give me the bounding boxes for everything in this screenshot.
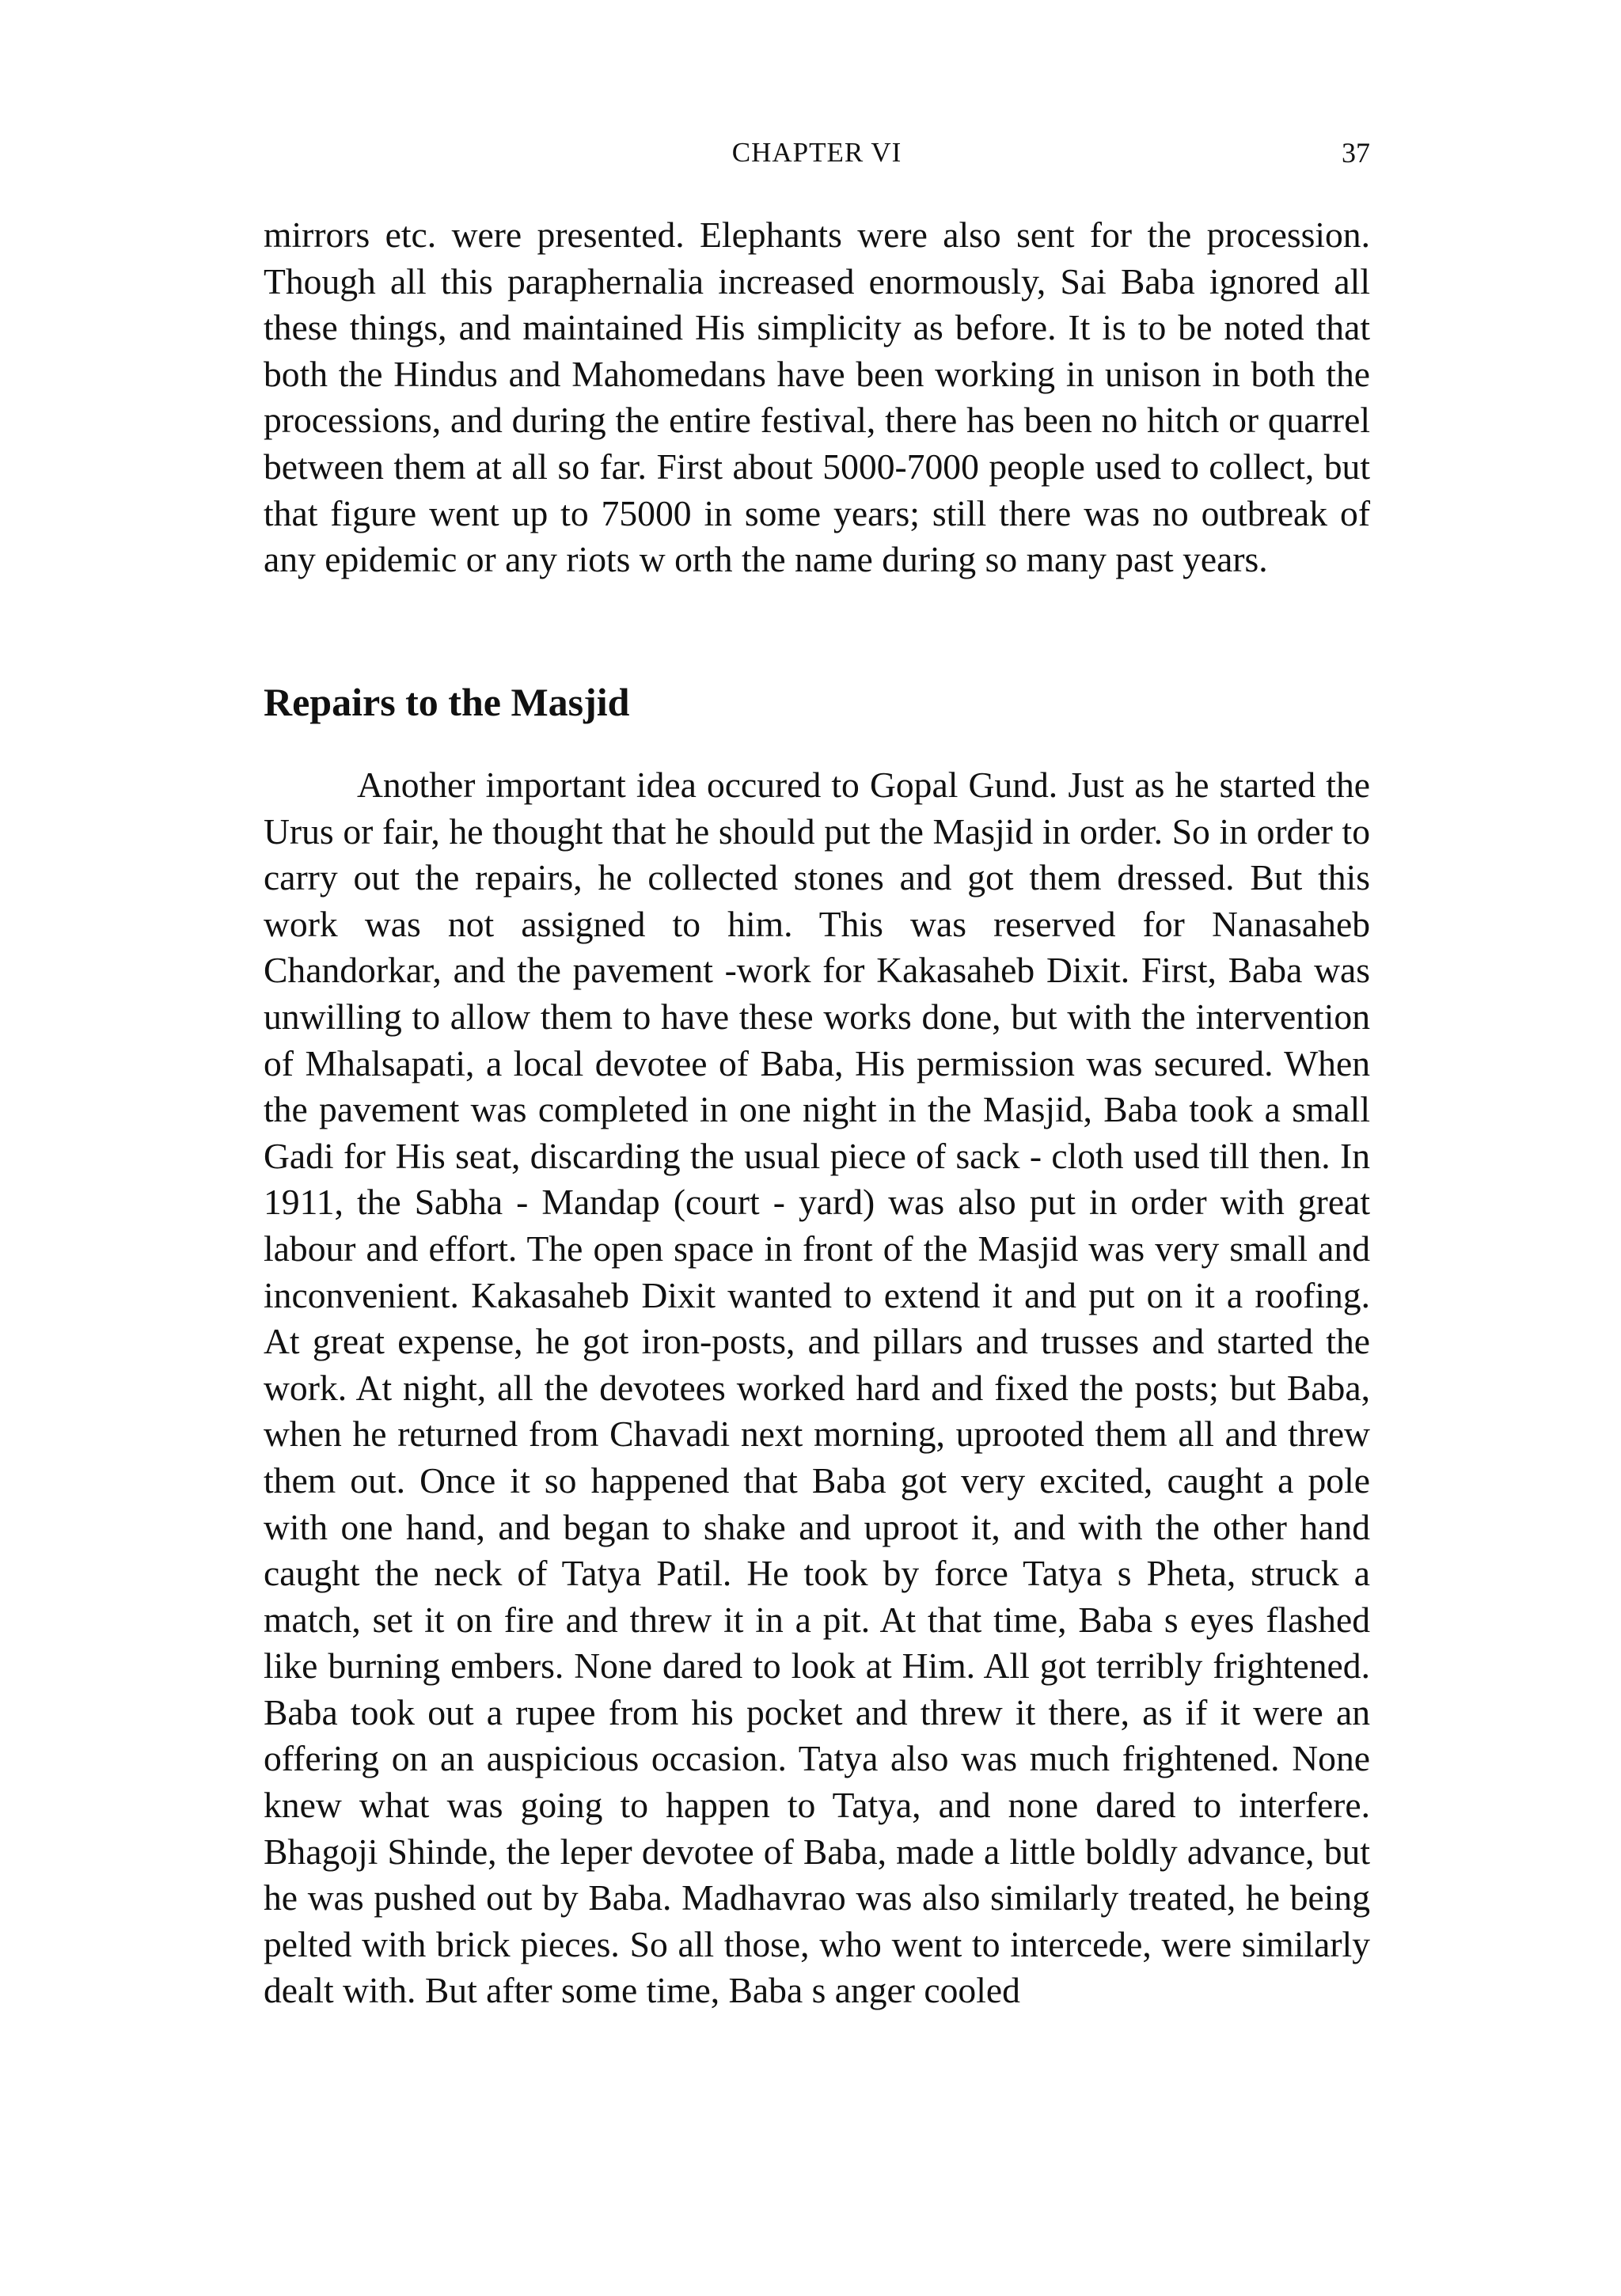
chapter-title: CHAPTER VI	[731, 137, 902, 168]
running-head	[264, 133, 1370, 173]
paragraph-continued: mirrors etc. were presented. Elephants were also sent for the procession. Though all this paraphernalia increased enormously, Sai Baba ignored all these things, and maintained His simplicity as before. It is to be noted that both the Hindus and Mahomedans have been working in unison in both the processions, and during the entire festival, there has been no hitch or quarrel between them at all so far. First about 5000-7000 people used to collect, but that figure went up to 75000 in some years; still there was no outbreak of any epidemic or any riots w orth the name during so many past years.	[264, 214, 1370, 580]
page-number: 37	[1342, 137, 1370, 169]
paragraph-repairs: Another important idea occured to Gopal Gund. Just as he started the Urus or fair, he thought that he should put the Masjid in order. So in order to carry out the repairs, he collected stones and got them dressed. But this work was not assigned to him. This was reserved for Nanasaheb Chandorkar, and the pavement -work for Kakasaheb Dixit. First, Baba was unwilling to allow them to have these works done, but with the intervention of Mhalsapati, a local devotee of Baba, His permission was secured. When the pavement was completed in one night in the Masjid, Baba took a small Gadi for His seat, discarding the usual piece of sack - cloth used till then. In 1911, the Sabha - Mandap (court - yard) was also put in order with great labour and effort. The open space in front of the Masjid was very small and inconvenient. Kakasaheb Dixit wanted to extend it and put on it a roofing. At great expense, he got iron-posts, and pillars and trusses and started the work. At night, all the devotees worked hard and fixed the posts; but Baba, when he returned from Chavadi next morning, uprooted them all and threw them out. Once it so happened that Baba got very excited, caught a pole with one hand, and began to shake and uproot it, and with the other hand caught the neck of Tatya Patil. He took by force Tatya s Pheta, struck a match, set it on fire and threw it in a pit. At that time, Baba s eyes flashed like burning embers. None dared to look at Him. All got terribly frightened. Baba took out a rupee from his pocket and threw it there, as if it were an offering on an auspicious occasion. Tatya also was much frightened. None knew what was going to happen to Tatya, and none dared to interfere. Bhagoji Shinde, the leper devotee of Baba, made a little boldly advance, but he was pushed out by Baba. Madhavrao was also similarly treated, he being pelted with brick pieces. So all those, who went to intercede, were similarly dealt with. But after some time, Baba s anger cooled	[264, 765, 1370, 2011]
section-heading: Repairs to the Masjid	[264, 680, 630, 724]
